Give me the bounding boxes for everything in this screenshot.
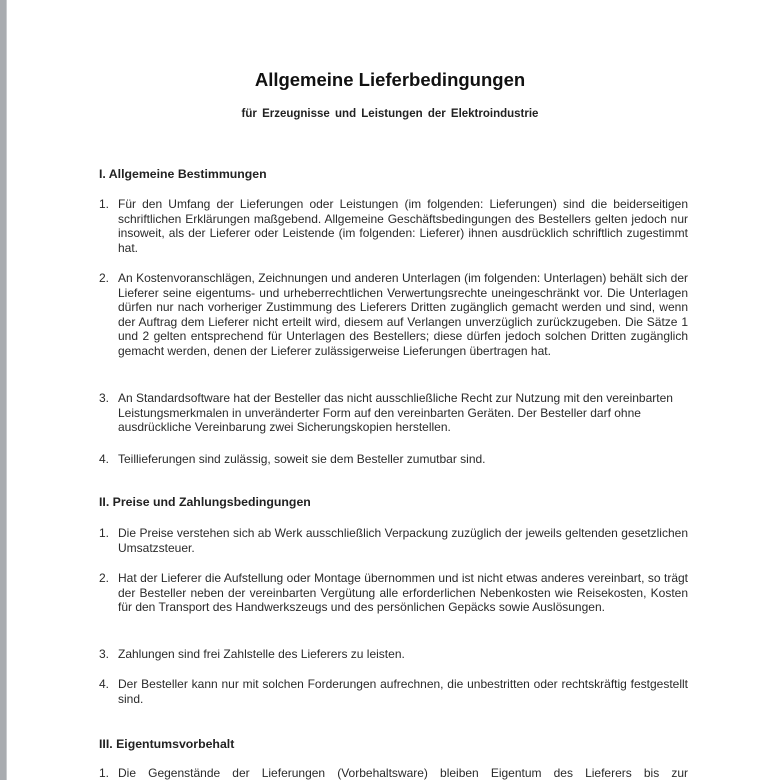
- item-text: Die Preise verstehen sich ab Werk ausschließlich Verpackung zuzüglich der jeweils geltenden gesetzlichen Umsatzsteuer.: [118, 526, 688, 555]
- section-heading-1: I. Allgemeine Bestimmungen: [99, 167, 267, 181]
- section-heading-2: II. Preise und Zahlungsbedingungen: [99, 495, 311, 509]
- item-text: Zahlungen sind frei Zahlstelle des Lieferers zu leisten.: [118, 647, 405, 661]
- item-text: An Kostenvoranschlägen, Zeichnungen und anderen Unterlagen (im folgenden: Unterlagen) behält sich der Lieferer seine eigentums- und urheberrechtlichen Verwertungsrechte uneingeschränkt vor. Die Unterlagen dürfen nur nach vorheriger Zustimmung des Lieferers Dritten zugänglich gemacht werden und sind, wenn der Auftrag dem Lieferer nicht erteilt wird, diesem auf Verlangen unverzüglich zurückzugeben. Die Sätze 1 und 2 gelten entsprechend für Unterlagen des Bestellers; diese dürfen jedoch solchen Dritten zugänglich gemacht werden, denen der Lieferer zulässigerweise Lieferungen übertragen hat.: [118, 271, 688, 358]
- item-text: Hat der Lieferer die Aufstellung oder Montage übernommen und ist nicht etwas anderes vereinbart, so trägt der Besteller neben der vereinbarten Vergütung alle erforderlichen Nebenkosten wie Reisekosten, Kosten für den Transport des Handwerkszeugs und des persönlichen Gepäcks sowie Auslösungen.: [118, 571, 688, 615]
- list-item: [99, 647, 689, 662]
- item-number: 4.: [99, 452, 110, 466]
- item-text: Die Gegenstände der Lieferungen (Vorbehaltsware) bleiben Eigentum des Lieferers bis zur: [118, 766, 688, 780]
- document-subtitle: für Erzeugnisse und Leistungen der Elektroindustrie: [241, 108, 539, 120]
- item-number: 3.: [99, 391, 110, 405]
- item-number: 2.: [99, 271, 110, 285]
- list-item: [99, 197, 689, 255]
- item-text: Der Besteller kann nur mit solchen Forderungen aufrechnen, die unbestritten oder rechtskräftig festgestellt sind.: [118, 677, 688, 706]
- list-item: [99, 571, 689, 615]
- item-number: 3.: [99, 647, 110, 661]
- item-number: 4.: [99, 677, 110, 691]
- item-number: 1.: [99, 197, 110, 211]
- document-title: Allgemeine Lieferbedingungen: [254, 69, 526, 90]
- list-item: [99, 391, 689, 435]
- section-heading-3: III. Eigentumsvorbehalt: [99, 737, 235, 751]
- list-item: [99, 271, 689, 359]
- item-number: 1.: [99, 766, 110, 780]
- list-item: [99, 677, 689, 706]
- item-number: 2.: [99, 571, 110, 585]
- list-item: [99, 766, 689, 781]
- item-number: 1.: [99, 526, 110, 540]
- item-text: An Standardsoftware hat der Besteller das nicht ausschließliche Recht zur Nutzung mit den vereinbarten Leistungsmerkmalen in unveränderter Form auf den vereinbarten Geräten. Der Besteller darf ohne ausdrückliche Vereinbarung zwei Sicherungskopien herstellen.: [118, 391, 673, 435]
- list-item: [99, 526, 689, 555]
- item-text: Teillieferungen sind zulässig, soweit sie dem Besteller zumutbar sind.: [118, 452, 486, 466]
- item-text: Für den Umfang der Lieferungen oder Leistungen (im folgenden: Lieferungen) sind die beiderseitigen schriftlichen Erklärungen maßgebend. Allgemeine Geschäftsbedingungen des Bestellers gelten jedoch nur insoweit, als der Lieferer oder Leistende (im folgenden: Lieferer) ihnen ausdrücklich schriftlich zugestimmt hat.: [118, 197, 688, 255]
- list-item: [99, 452, 689, 467]
